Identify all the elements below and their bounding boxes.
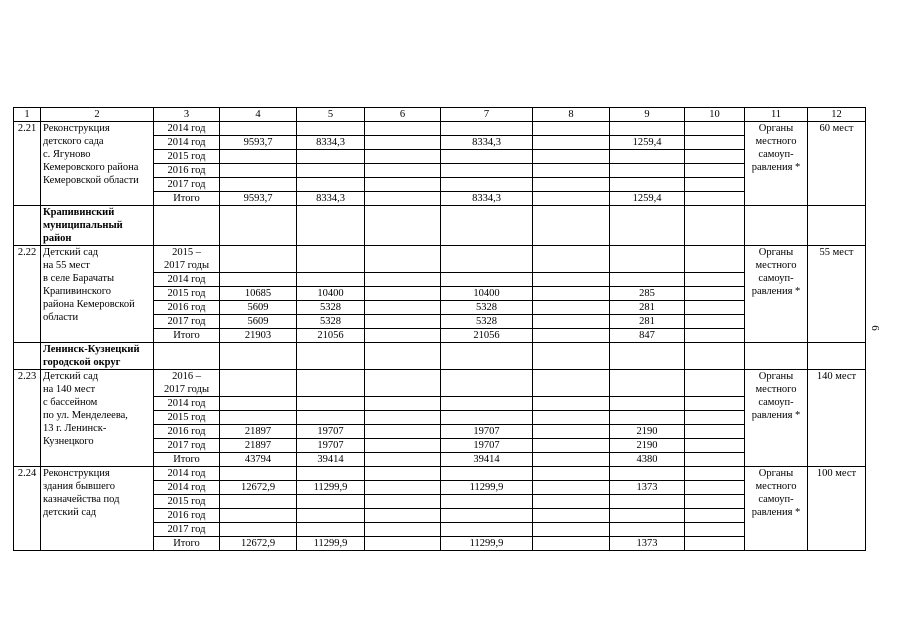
period-cell: 2014 год [154, 273, 220, 287]
empty-cell [685, 481, 745, 495]
value-col5 [297, 370, 365, 397]
value-col9: 1259,4 [610, 192, 685, 206]
empty-cell [533, 246, 610, 273]
empty-cell [533, 178, 610, 192]
row-number: 2.23 [14, 370, 41, 467]
value-col5: 21056 [297, 329, 365, 343]
period-cell: 2016 год [154, 164, 220, 178]
empty-cell [365, 192, 441, 206]
empty-cell [533, 150, 610, 164]
empty-cell [365, 178, 441, 192]
value-col4 [220, 523, 297, 537]
section-row [14, 343, 866, 370]
empty-cell [533, 122, 610, 136]
row-number: 2.21 [14, 122, 41, 206]
value-col7 [441, 122, 533, 136]
value-col5 [297, 178, 365, 192]
period-cell: 2017 год [154, 439, 220, 453]
value-col9: 2190 [610, 439, 685, 453]
value-col5: 39414 [297, 453, 365, 467]
value-col9 [610, 467, 685, 481]
period-cell: 2017 год [154, 315, 220, 329]
value-col9 [610, 370, 685, 397]
empty-cell [685, 192, 745, 206]
value-col9 [610, 411, 685, 425]
value-col9: 281 [610, 315, 685, 329]
value-col5: 8334,3 [297, 136, 365, 150]
page-number: 6 [868, 325, 881, 331]
empty-cell [365, 343, 441, 370]
header-cell: 12 [808, 108, 866, 122]
period-cell: Итого [154, 453, 220, 467]
responsible-org: Органы местного самоуп- равления * [745, 370, 808, 467]
empty-cell [365, 122, 441, 136]
value-col7: 19707 [441, 439, 533, 453]
empty-cell [533, 509, 610, 523]
empty-cell [685, 150, 745, 164]
empty-cell [365, 315, 441, 329]
empty-cell [365, 411, 441, 425]
value-col7: 5328 [441, 315, 533, 329]
empty-cell [685, 273, 745, 287]
value-col4: 9593,7 [220, 136, 297, 150]
value-col4: 12672,9 [220, 481, 297, 495]
header-cell: 11 [745, 108, 808, 122]
value-col4 [220, 411, 297, 425]
value-col9: 285 [610, 287, 685, 301]
empty-cell [533, 287, 610, 301]
empty-cell [685, 411, 745, 425]
empty-cell [685, 301, 745, 315]
value-col4: 12672,9 [220, 537, 297, 551]
empty-cell [685, 509, 745, 523]
empty-cell [297, 206, 365, 246]
empty-cell [365, 481, 441, 495]
value-col7: 10400 [441, 287, 533, 301]
empty-cell [685, 329, 745, 343]
capacity: 100 мест [808, 467, 866, 551]
empty-cell [685, 467, 745, 481]
empty-cell [533, 329, 610, 343]
empty-cell [533, 315, 610, 329]
empty-cell [685, 206, 745, 246]
header-cell: 6 [365, 108, 441, 122]
value-col4 [220, 509, 297, 523]
empty-cell [365, 397, 441, 411]
empty-cell [685, 523, 745, 537]
period-cell: 2014 год [154, 481, 220, 495]
empty-cell [365, 273, 441, 287]
empty-cell [685, 439, 745, 453]
value-col5: 19707 [297, 439, 365, 453]
value-col4 [220, 150, 297, 164]
section-row [14, 206, 866, 246]
empty-cell [685, 178, 745, 192]
empty-cell [220, 343, 297, 370]
empty-cell [533, 397, 610, 411]
empty-cell [365, 439, 441, 453]
value-col9: 1373 [610, 481, 685, 495]
period-cell: 2015 год [154, 495, 220, 509]
value-col7 [441, 370, 533, 397]
value-col9: 4380 [610, 453, 685, 467]
empty-cell [533, 439, 610, 453]
empty-cell [533, 481, 610, 495]
empty-cell [365, 246, 441, 273]
empty-cell [685, 122, 745, 136]
empty-cell [154, 343, 220, 370]
value-col4 [220, 122, 297, 136]
value-col5: 5328 [297, 301, 365, 315]
value-col4: 21903 [220, 329, 297, 343]
value-col4 [220, 164, 297, 178]
value-col5 [297, 523, 365, 537]
header-cell: 4 [220, 108, 297, 122]
value-col9 [610, 178, 685, 192]
header-cell: 2 [41, 108, 154, 122]
header-cell: 3 [154, 108, 220, 122]
value-col9: 1259,4 [610, 136, 685, 150]
empty-cell [365, 136, 441, 150]
empty-cell [441, 343, 533, 370]
empty-cell [365, 537, 441, 551]
value-col5 [297, 509, 365, 523]
responsible-org: Органы местного самоуп- равления * [745, 122, 808, 206]
empty-cell [365, 453, 441, 467]
value-col4: 21897 [220, 425, 297, 439]
empty-cell [533, 343, 610, 370]
empty-cell [685, 315, 745, 329]
value-col9 [610, 495, 685, 509]
empty-cell [14, 206, 41, 246]
empty-cell [745, 343, 808, 370]
value-col5: 11299,9 [297, 481, 365, 495]
value-col5 [297, 397, 365, 411]
value-col5 [297, 411, 365, 425]
value-col5 [297, 467, 365, 481]
value-col9: 2190 [610, 425, 685, 439]
empty-cell [533, 411, 610, 425]
empty-cell [365, 206, 441, 246]
empty-cell [533, 467, 610, 481]
value-col5 [297, 273, 365, 287]
value-col5: 10400 [297, 287, 365, 301]
value-col5: 11299,9 [297, 537, 365, 551]
empty-cell [808, 206, 866, 246]
value-col4: 10685 [220, 287, 297, 301]
empty-cell [365, 509, 441, 523]
budget-table [13, 107, 866, 551]
period-cell: 2015 – 2017 годы [154, 246, 220, 273]
value-col7: 11299,9 [441, 481, 533, 495]
value-col7 [441, 509, 533, 523]
empty-cell [365, 150, 441, 164]
header-cell: 1 [14, 108, 41, 122]
value-col5 [297, 495, 365, 509]
value-col9: 847 [610, 329, 685, 343]
header-cell: 9 [610, 108, 685, 122]
empty-cell [685, 343, 745, 370]
value-col4: 43794 [220, 453, 297, 467]
value-col4 [220, 495, 297, 509]
value-col9 [610, 164, 685, 178]
period-cell: 2016 год [154, 301, 220, 315]
header-cell: 7 [441, 108, 533, 122]
value-col9 [610, 523, 685, 537]
empty-cell [533, 164, 610, 178]
table-row [14, 246, 866, 273]
empty-cell [685, 136, 745, 150]
empty-cell [745, 206, 808, 246]
value-col4 [220, 467, 297, 481]
value-col9 [610, 509, 685, 523]
empty-cell [533, 425, 610, 439]
value-col7 [441, 150, 533, 164]
table-row [14, 122, 866, 136]
period-cell: 2014 год [154, 467, 220, 481]
period-cell: 2014 год [154, 397, 220, 411]
capacity: 60 мест [808, 122, 866, 206]
responsible-org: Органы местного самоуп- равления * [745, 467, 808, 551]
period-cell: Итого [154, 537, 220, 551]
value-col5: 19707 [297, 425, 365, 439]
empty-cell [533, 136, 610, 150]
empty-cell [365, 370, 441, 397]
empty-cell [533, 537, 610, 551]
empty-cell [154, 206, 220, 246]
value-col7 [441, 523, 533, 537]
period-cell: 2014 год [154, 136, 220, 150]
object-name: Детский сад на 140 мест с бассейном по ул. Менделеева, 13 г. Ленинск- Кузнецкого [41, 370, 154, 467]
value-col7 [441, 411, 533, 425]
value-col7 [441, 397, 533, 411]
value-col4: 5609 [220, 315, 297, 329]
empty-cell [14, 343, 41, 370]
empty-cell [808, 343, 866, 370]
value-col5 [297, 164, 365, 178]
empty-cell [533, 370, 610, 397]
value-col7: 11299,9 [441, 537, 533, 551]
empty-cell [533, 206, 610, 246]
value-col9 [610, 397, 685, 411]
value-col7: 8334,3 [441, 136, 533, 150]
empty-cell [533, 453, 610, 467]
value-col4 [220, 273, 297, 287]
period-cell: 2015 год [154, 287, 220, 301]
capacity: 140 мест [808, 370, 866, 467]
period-cell: 2015 год [154, 150, 220, 164]
value-col7: 5328 [441, 301, 533, 315]
capacity: 55 мест [808, 246, 866, 343]
value-col9 [610, 150, 685, 164]
value-col9 [610, 273, 685, 287]
empty-cell [365, 425, 441, 439]
header-cell: 8 [533, 108, 610, 122]
period-cell: 2017 год [154, 523, 220, 537]
header-cell: 5 [297, 108, 365, 122]
empty-cell [685, 246, 745, 273]
empty-cell [365, 164, 441, 178]
period-cell: 2017 год [154, 178, 220, 192]
value-col4: 5609 [220, 301, 297, 315]
section-title: Ленинск-Кузнецкий городской округ [41, 343, 154, 370]
value-col9 [610, 246, 685, 273]
value-col7: 8334,3 [441, 192, 533, 206]
value-col7 [441, 246, 533, 273]
empty-cell [685, 537, 745, 551]
value-col5: 5328 [297, 315, 365, 329]
table-body [14, 108, 866, 551]
value-col5 [297, 150, 365, 164]
value-col4 [220, 370, 297, 397]
empty-cell [365, 523, 441, 537]
empty-cell [533, 495, 610, 509]
empty-cell [297, 343, 365, 370]
period-cell: 2014 год [154, 122, 220, 136]
table-row [14, 370, 866, 397]
empty-cell [685, 425, 745, 439]
object-name: Реконструкция здания бывшего казначейства под детский сад [41, 467, 154, 551]
empty-cell [220, 206, 297, 246]
empty-cell [685, 164, 745, 178]
period-cell: 2016 год [154, 509, 220, 523]
value-col9: 281 [610, 301, 685, 315]
row-number: 2.24 [14, 467, 41, 551]
value-col7: 19707 [441, 425, 533, 439]
empty-cell [685, 495, 745, 509]
empty-cell [533, 192, 610, 206]
value-col7: 21056 [441, 329, 533, 343]
section-title: Крапивинский муниципальный район [41, 206, 154, 246]
value-col4 [220, 246, 297, 273]
empty-cell [685, 453, 745, 467]
value-col5 [297, 122, 365, 136]
period-cell: Итого [154, 192, 220, 206]
empty-cell [365, 287, 441, 301]
value-col4 [220, 397, 297, 411]
empty-cell [685, 397, 745, 411]
empty-cell [365, 329, 441, 343]
object-name: Детский сад на 55 мест в селе Барачаты Крапивинского района Кемеровской области [41, 246, 154, 343]
value-col7 [441, 178, 533, 192]
empty-cell [610, 206, 685, 246]
value-col4 [220, 178, 297, 192]
period-cell: 2016 – 2017 годы [154, 370, 220, 397]
empty-cell [365, 301, 441, 315]
value-col7 [441, 467, 533, 481]
empty-cell [533, 301, 610, 315]
period-cell: 2015 год [154, 411, 220, 425]
table-row [14, 467, 866, 481]
value-col7: 39414 [441, 453, 533, 467]
empty-cell [685, 287, 745, 301]
value-col7 [441, 495, 533, 509]
header-cell: 10 [685, 108, 745, 122]
empty-cell [685, 370, 745, 397]
empty-cell [441, 206, 533, 246]
value-col9 [610, 122, 685, 136]
value-col7 [441, 273, 533, 287]
value-col5: 8334,3 [297, 192, 365, 206]
object-name: Реконструкция детского сада с. Ягуново Кемеровского района Кемеровской области [41, 122, 154, 206]
value-col5 [297, 246, 365, 273]
empty-cell [365, 495, 441, 509]
row-number: 2.22 [14, 246, 41, 343]
value-col4: 9593,7 [220, 192, 297, 206]
header-row [14, 108, 866, 122]
responsible-org: Органы местного самоуп- равления * [745, 246, 808, 343]
empty-cell [365, 467, 441, 481]
empty-cell [533, 523, 610, 537]
period-cell: Итого [154, 329, 220, 343]
value-col9: 1373 [610, 537, 685, 551]
empty-cell [533, 273, 610, 287]
value-col7 [441, 164, 533, 178]
value-col4: 21897 [220, 439, 297, 453]
empty-cell [610, 343, 685, 370]
period-cell: 2016 год [154, 425, 220, 439]
